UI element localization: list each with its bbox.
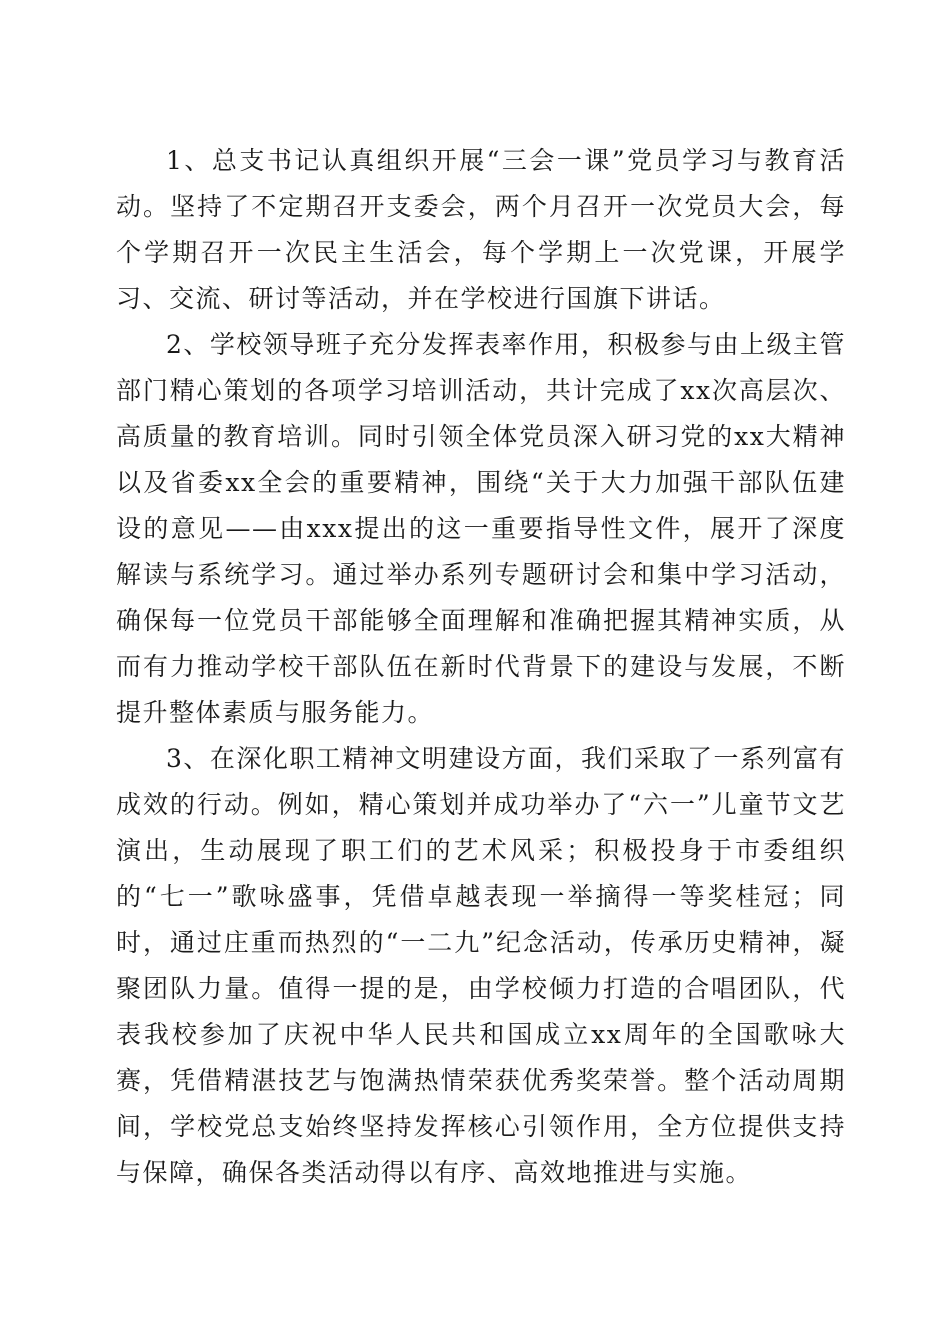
paragraph-1: 1、总支书记认真组织开展“三会一课”党员学习与教育活动。坚持了不定期召开支委会，两个月召开一次党员大会，每个学期召开一次民主生活会，每个学期上一次党课，开展学习、交流、研讨等活动，并在学校进行国旗下讲话。 [116,146,846,313]
paragraph-2: 2、学校领导班子充分发挥表率作用，积极参与由上级主管部门精心策划的各项学习培训活动，共计完成了xx次高层次、高质量的教育培训。同时引领全体党员深入研习党的xx大精神以及省委xx全会的重要精神，围绕“关于大力加强干部队伍建设的意见——由xxx提出的这一重要指导性文件，展开了深度解读与系统学习。通过举办系列专题研讨会和集中学习活动，确保每一位党员干部能够全面理解和准确把握其精神实质，从而有力推动学校干部队伍在新时代背景下的建设与发展，不断提升整体素质与服务能力。 [116,330,846,727]
paragraph-3: 3、在深化职工精神文明建设方面，我们采取了一系列富有成效的行动。例如，精心策划并成功举办了“六一”儿童节文艺演出，生动展现了职工们的艺术风采；积极投身于市委组织的“七一”歌咏盛事，凭借卓越表现一举摘得一等奖桂冠；同时，通过庄重而热烈的“一二九”纪念活动，传承历史精神，凝聚团队力量。值得一提的是，由学校倾力打造的合唱团队，代表我校参加了庆祝中华人民共和国成立xx周年的全国歌咏大赛，凭借精湛技艺与饱满热情荣获优秀奖荣誉。整个活动周期间，学校党总支始终坚持发挥核心引领作用，全方位提供支持与保障，确保各类活动得以有序、高效地推进与实施。 [116,744,846,1187]
document-body [116,138,846,1196]
